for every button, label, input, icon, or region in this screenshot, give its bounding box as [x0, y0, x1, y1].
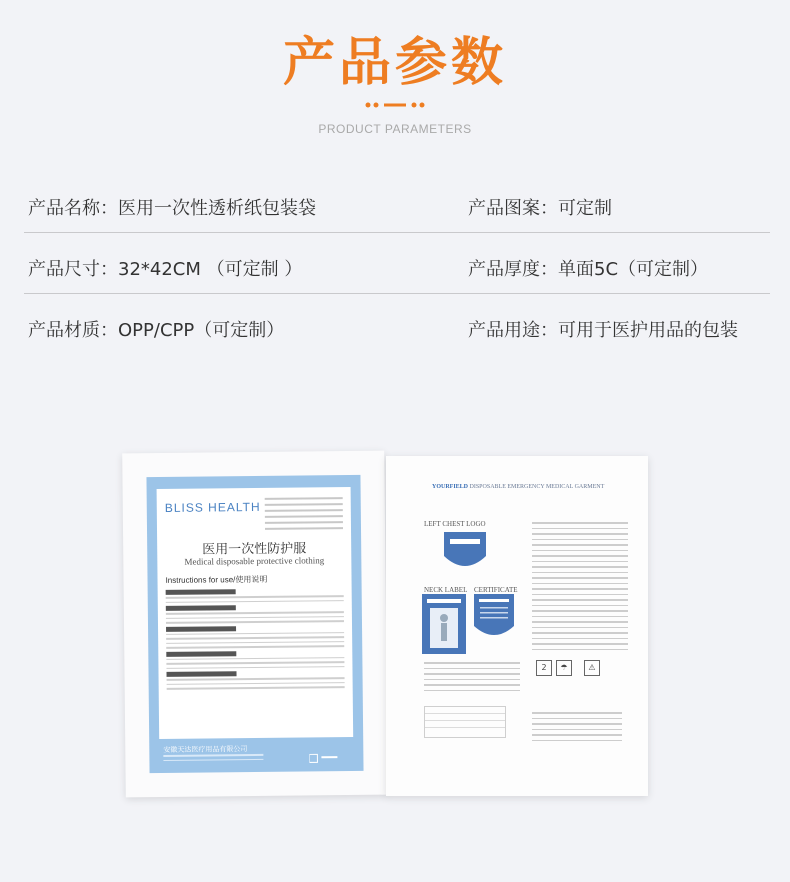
- packaging-bag-back: [386, 456, 648, 796]
- parameter-row: [24, 172, 770, 233]
- parameter-product-usage: 产品用途：可用于医护用品的包装: [468, 320, 738, 341]
- label-footer: [159, 741, 353, 769]
- quantity-mark-icon: [309, 753, 339, 763]
- product-name-cn: 医用一次性防护服: [202, 541, 307, 558]
- product-name-en: Medical disposable protective clothing: [184, 555, 325, 567]
- parameter-product-material: 产品材质：OPP/CPP（可定制）: [28, 320, 285, 341]
- instructions-heading: Instructions for use/使用说明: [165, 574, 268, 585]
- label-blue-frame: [146, 475, 363, 773]
- back-brand: YOURFIELD: [432, 484, 469, 490]
- single-use-icon: 2: [536, 660, 552, 676]
- parameter-product-name: 产品名称：医用一次性透析纸包装袋: [28, 198, 316, 219]
- back-header: [432, 484, 604, 490]
- neck-label-icon: [422, 594, 466, 654]
- instructions-text: [166, 585, 345, 692]
- page-subtitle: PRODUCT PARAMETERS: [318, 122, 472, 136]
- left-chest-logo-label: LEFT CHEST LOGO: [424, 520, 486, 528]
- back-header-text: DISPOSABLE EMERGENCY MEDICAL GARMENT: [469, 484, 605, 490]
- back-spec-list: [532, 522, 628, 654]
- size-table: [424, 706, 506, 738]
- parameter-row: [24, 233, 770, 294]
- left-chest-logo-shield-icon: [442, 530, 488, 576]
- spec-text-block: [265, 497, 343, 534]
- caution-icon: ⚠: [584, 660, 600, 676]
- brand-logo: BLISS HEALTH: [164, 499, 261, 515]
- back-description-text: [424, 662, 520, 695]
- label-inner-panel: [157, 487, 354, 739]
- title-decoration: [364, 100, 426, 110]
- certificate-label: CERTIFICATE: [474, 586, 518, 594]
- company-name: 安徽天达医疗用品有限公司: [163, 745, 248, 754]
- keep-dry-icon: ☂: [556, 660, 572, 676]
- certificate-icon: [474, 594, 514, 644]
- packaging-bag-front: [122, 451, 388, 798]
- parameter-product-thickness: 产品厚度：单面5C（可定制）: [468, 259, 709, 280]
- parameter-table: [24, 172, 770, 354]
- parameter-row: [24, 294, 770, 354]
- manufacturer-info: [532, 712, 622, 745]
- neck-label-label: NECK LABEL: [424, 586, 468, 594]
- page-title: 产品参数: [282, 32, 507, 93]
- company-address: [163, 754, 263, 764]
- parameter-product-size: 产品尺寸：32*42CM （可定制 ）: [28, 259, 303, 280]
- parameter-product-pattern: 产品图案：可定制: [468, 198, 612, 219]
